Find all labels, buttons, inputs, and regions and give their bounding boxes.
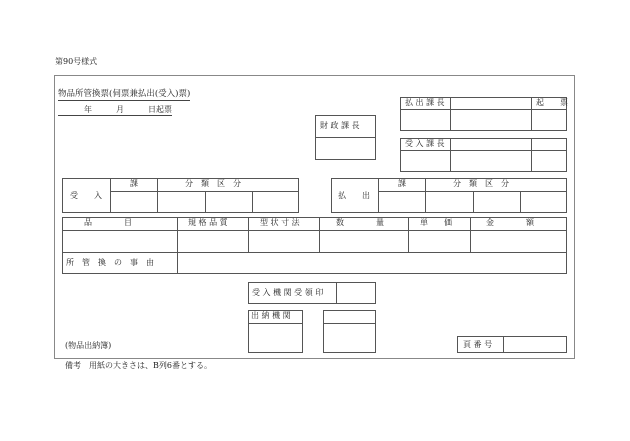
receiving-seal-label: 受 入 機 関 受 領 印 [252,288,324,297]
month-label: 月 [116,105,124,114]
payout-section-label: 課 [398,179,406,188]
receive-section-label: 課 [130,179,138,188]
header-spec: 規 格 品 質 [188,218,228,227]
date-line[interactable] [58,106,172,116]
receive-label: 受 入 [70,191,102,200]
year-label: 年 [84,105,92,114]
day-label: 日起票 [148,105,172,114]
header-quantity: 数 量 [336,218,384,227]
finance-chief-label: 財 政 課 長 [320,121,360,130]
header-shape: 型 状 寸 法 [260,218,300,227]
form-number: 第90号様式 [55,57,98,66]
accounting-org-label: 出 納 機 関 [251,311,291,320]
form-title: 物品所管換票(伺票兼払出(受入)票) [58,89,191,99]
payout-label: 払 出 [338,191,370,200]
page-number-label: 頁 番 号 [463,340,493,349]
payout-classification-label: 分 類 区 分 [453,179,509,188]
header-unit-price: 単 価 [420,218,452,227]
ledger-label: (物品出納簿) [65,341,112,350]
accounting-sign-box[interactable] [323,310,376,353]
note: 備考 用紙の大きさは、B列6番とする。 [65,361,212,370]
header-amount: 金 額 [486,218,534,227]
drafting-label: 起 票 [536,98,568,107]
payout-chief-label: 払 出 課 長 [405,98,445,107]
receive-classification-label: 分 類 区 分 [185,179,241,188]
header-item: 品 目 [84,218,132,227]
receive-chief-label: 受 入 課 長 [405,139,445,148]
reason-label: 所 管 換 の 事 由 [66,258,154,267]
